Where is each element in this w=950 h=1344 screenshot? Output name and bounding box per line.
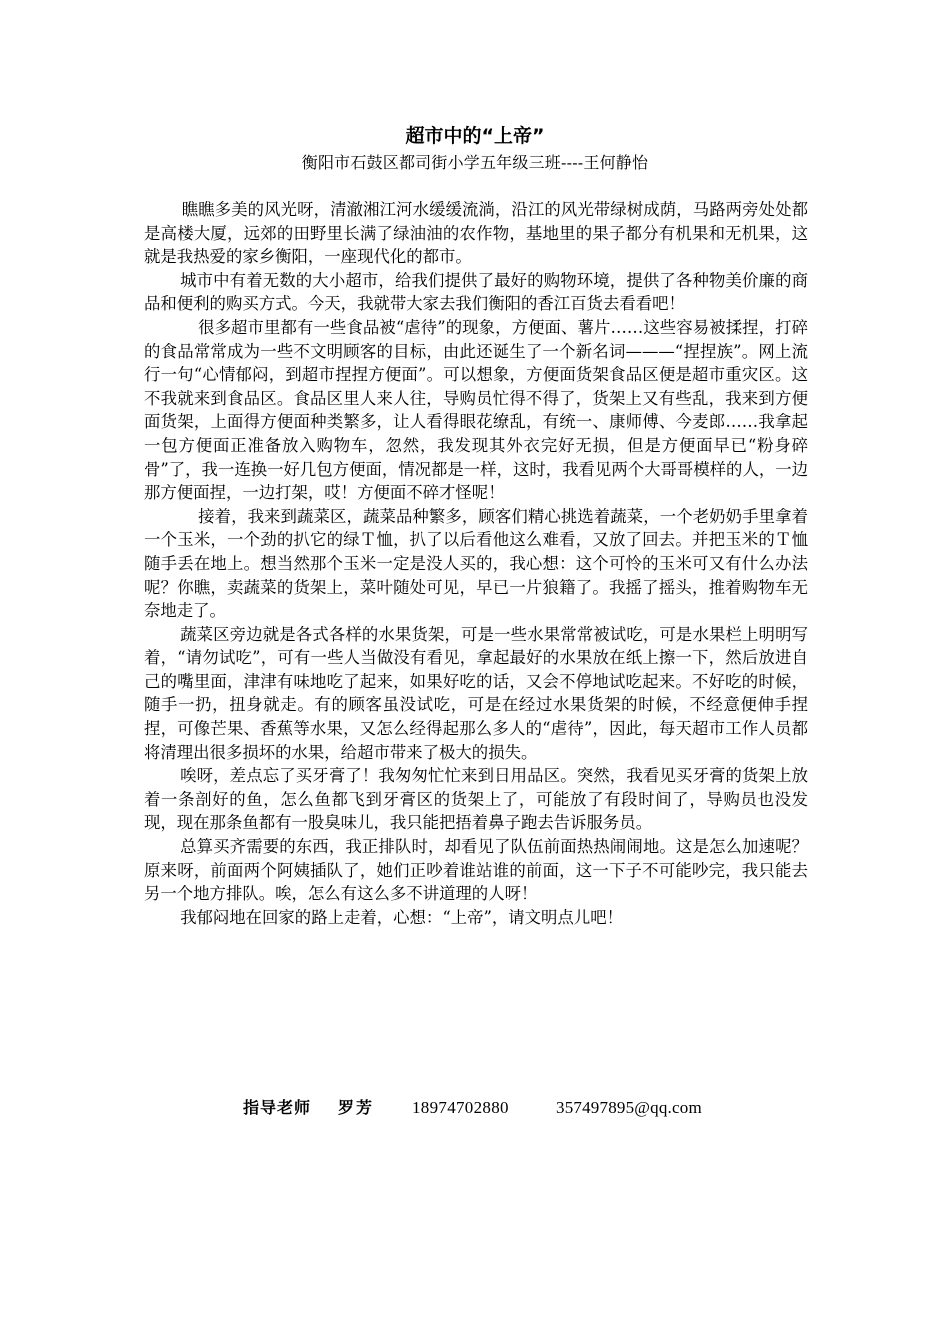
advisor-email: 357497895@qq.com — [556, 1098, 702, 1117]
paragraph-3: 很多超市里都有一些食品被“虐待”的现象，方便面、薯片……这些容易被揉捏，打碎的食品常常成为一些不文明顾客的目标，由此还诞生了一个新名词———“捏捏族”。网上流行一句“心情郁闷，到超市捏捏方便面”。可以想象，方便面货架食品区便是超市重灾区。这不我就来到食品区。食品区里人来人往，导购员忙得不得了，货架上又有些乱，我来到方便面货架，上面得方便面种类繁多，让人看得眼花缭乱，有统一、康师傅、今麦郎……我拿起一包方便面正准备放入购物车，忽然，我发现其外衣完好无损，但是方便面早已“粉身碎骨”了，我一连换一好几包方便面，情况都是一样，这时，我看见两个大哥哥模样的人，一边那方便面捏，一边打架，哎！方便面不碎才怪呢！ — [144, 317, 809, 503]
document-subtitle: 衡阳市石鼓区都司街小学五年级三班----王何静怡 — [301, 153, 649, 172]
paragraph-8: 我郁闷地在回家的路上走着，心想：“上帝”，请文明点儿吧！ — [180, 907, 623, 927]
document-title: 超市中的“上帝” — [405, 125, 545, 147]
paragraph-6: 唉呀，差点忘了买牙膏了！我匆匆忙忙来到日用品区。突然，我看见买牙膏的货架上放着一条剖好的鱼，怎么鱼都飞到牙膏区的货架上了，可能放了有段时间了，导购员也没发现，现在那条鱼都有一股臭味儿，我只能把捂着鼻子跑去告诉服务员。 — [144, 766, 808, 833]
advisor-name: 罗芳 — [338, 1098, 375, 1117]
paragraph-2: 城市中有着无数的大小超市，给我们提供了最好的购物环境，提供了各种物美价廉的商品和便利的购买方式。今天，我就带大家去我们衡阳的香江百货去看看吧！ — [144, 270, 808, 314]
paragraph-7: 总算买齐需要的东西，我正排队时，却看见了队伍前面热热闹闹地。这是怎么加速呢？原来呀，前面两个阿姨插队了，她们正吵着谁站谁的前面，这一下子不可能吵完，我只能去另一个地方排队。唉，怎么有这么多不讲道理的人呀！ — [144, 837, 808, 904]
paragraph-4: 接着，我来到蔬菜区，蔬菜品种繁多，顾客们精心挑选着蔬菜，一个老奶奶手里拿着一个玉米，一个劲的扒它的绿Ｔ恤，扒了以后看他这么难看，又放了回去。并把玉米的Ｔ恤随手丢在地上。想当然那个玉米一定是没人买的，我心想：这个可怜的玉米可又有什么办法呢？你瞧，卖蔬菜的货架上，菜叶随处可见，早已一片狼籍了。我摇了摇头，推着购物车无奈地走了。 — [144, 506, 808, 621]
advisor-phone: 18974702880 — [412, 1098, 509, 1117]
paragraph-5: 蔬菜区旁边就是各式各样的水果货架，可是一些水果常常被试吃，可是水果栏上明明写着，“请勿试吃”，可有一些人当做没有看见，拿起最好的水果放在纸上擦一下，然后放进自己的嘴里面，津津有味地吃了起来，如果好吃的话，又会不停地试吃起来。不好吃的时候，随手一扔，扭身就走。有的顾客虽没试吃，可是在经过水果货架的时候，不经意便伸手捏捏，可像芒果、香蕉等水果，又怎么经得起那么多人的“虐待”，因此，每天超市工作人员都将清理出很多损坏的水果，给超市带来了极大的损失。 — [144, 624, 808, 762]
paragraph-1: 瞧瞧多美的风光呀，清澈湘江河水缓缓流淌，沿江的风光带绿树成荫，马路两旁处处都是高楼大厦，远郊的田野里长满了绿油油的农作物，基地里的果子都分有机果和无机果，这就是我热爱的家乡衡阳，一座现代化的都市。 — [144, 200, 808, 267]
advisor-label: 指导老师 — [243, 1098, 312, 1117]
document-body — [144, 198, 808, 929]
